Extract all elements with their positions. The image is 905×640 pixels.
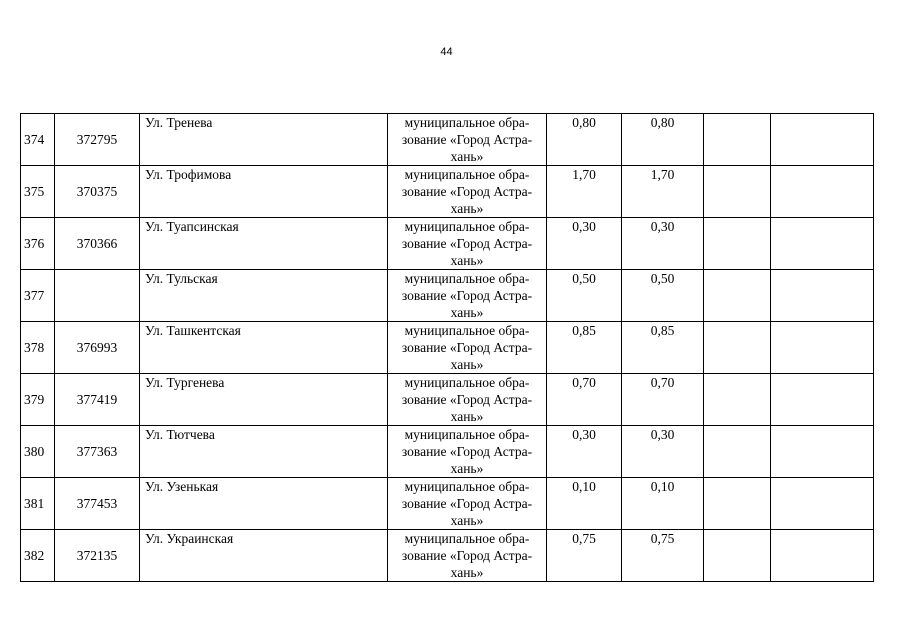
street-name-cell xyxy=(140,530,388,582)
table-row xyxy=(21,322,874,374)
street-name: Ул. Трофимова xyxy=(145,167,232,182)
row-number-cell xyxy=(21,270,55,322)
street-name: Ул. Туапсинская xyxy=(145,219,239,234)
owner-cell xyxy=(388,218,547,270)
owner-line-3: хань» xyxy=(450,565,484,580)
street-name-cell xyxy=(140,270,388,322)
owner-cell xyxy=(388,374,547,426)
row-number: 379 xyxy=(24,392,45,407)
owner-line-2: зование «Город Астра- xyxy=(401,132,533,147)
length-total-cell xyxy=(547,114,622,166)
empty-cell xyxy=(704,218,771,270)
row-number-cell xyxy=(21,322,55,374)
owner-line-1: муниципальное обра- xyxy=(404,167,530,182)
length-total: 0,80 xyxy=(572,115,596,130)
table-row xyxy=(21,166,874,218)
owner-line-1: муниципальное обра- xyxy=(404,219,530,234)
length-covered-cell xyxy=(622,114,704,166)
empty-cell xyxy=(704,270,771,322)
length-total: 1,70 xyxy=(572,167,596,182)
length-covered-cell xyxy=(622,374,704,426)
owner-line-3: хань» xyxy=(450,305,484,320)
road-code-cell xyxy=(55,218,140,270)
row-number-cell xyxy=(21,166,55,218)
empty-cell xyxy=(771,530,874,582)
street-name: Ул. Ташкентская xyxy=(145,323,241,338)
road-code: 370366 xyxy=(76,236,118,251)
owner-line-2: зование «Город Астра- xyxy=(401,288,533,303)
street-name-cell xyxy=(140,374,388,426)
length-covered: 0,85 xyxy=(650,323,675,338)
road-code-cell xyxy=(55,426,140,478)
owner-line-2: зование «Город Астра- xyxy=(401,340,533,355)
length-covered: 0,10 xyxy=(650,479,675,494)
road-code: 377363 xyxy=(76,444,118,459)
street-name: Ул. Тургенева xyxy=(145,375,225,390)
row-number: 375 xyxy=(24,184,45,199)
empty-cell xyxy=(771,114,874,166)
empty-cell xyxy=(704,426,771,478)
road-code-cell xyxy=(55,530,140,582)
owner-cell xyxy=(388,530,547,582)
length-covered: 0,70 xyxy=(650,375,675,390)
road-code: 377419 xyxy=(76,392,118,407)
length-total: 0,50 xyxy=(572,271,596,286)
row-number-cell xyxy=(21,374,55,426)
owner-line-2: зование «Город Астра- xyxy=(401,236,533,251)
length-covered: 1,70 xyxy=(650,167,675,182)
street-name: Ул. Украинская xyxy=(145,531,234,546)
page-number: 44 xyxy=(440,46,453,58)
length-total-cell xyxy=(547,426,622,478)
length-total-cell xyxy=(547,478,622,530)
owner-line-3: хань» xyxy=(450,409,484,424)
street-name-cell xyxy=(140,478,388,530)
table-body xyxy=(21,114,874,582)
empty-cell xyxy=(704,530,771,582)
table-row xyxy=(21,218,874,270)
table-row xyxy=(21,114,874,166)
length-covered: 0,75 xyxy=(650,531,675,546)
owner-line-3: хань» xyxy=(450,513,484,528)
length-total-cell xyxy=(547,218,622,270)
table-row xyxy=(21,530,874,582)
owner-line-1: муниципальное обра- xyxy=(404,115,530,130)
owner-line-1: муниципальное обра- xyxy=(404,375,530,390)
length-covered: 0,80 xyxy=(650,115,675,130)
road-code-cell xyxy=(55,478,140,530)
street-name: Ул. Узенькая xyxy=(145,479,219,494)
empty-cell xyxy=(771,374,874,426)
road-code-cell xyxy=(55,374,140,426)
length-covered-cell xyxy=(622,478,704,530)
street-name-cell xyxy=(140,218,388,270)
length-total: 0,75 xyxy=(572,531,596,546)
empty-cell xyxy=(704,114,771,166)
table-row xyxy=(21,374,874,426)
row-number-cell xyxy=(21,218,55,270)
length-total-cell xyxy=(547,270,622,322)
length-covered-cell xyxy=(622,530,704,582)
owner-line-3: хань» xyxy=(450,201,484,216)
empty-cell xyxy=(771,426,874,478)
road-code: 370375 xyxy=(76,184,118,199)
owner-cell xyxy=(388,270,547,322)
length-total: 0,30 xyxy=(572,219,596,234)
table-row xyxy=(21,270,874,322)
street-name-cell xyxy=(140,322,388,374)
length-covered: 0,50 xyxy=(650,271,675,286)
length-covered-cell xyxy=(622,270,704,322)
length-total-cell xyxy=(547,322,622,374)
owner-line-1: муниципальное обра- xyxy=(404,427,530,442)
road-code: 376993 xyxy=(76,340,118,355)
length-total: 0,70 xyxy=(572,375,596,390)
length-total-cell xyxy=(547,166,622,218)
length-total: 0,10 xyxy=(572,479,596,494)
owner-line-2: зование «Город Астра- xyxy=(401,548,533,563)
row-number: 382 xyxy=(24,548,45,563)
owner-line-2: зование «Город Астра- xyxy=(401,444,533,459)
roads-table xyxy=(20,113,874,582)
empty-cell xyxy=(704,374,771,426)
empty-cell xyxy=(704,478,771,530)
road-code: 372135 xyxy=(76,548,118,563)
owner-line-1: муниципальное обра- xyxy=(404,479,530,494)
length-covered: 0,30 xyxy=(650,219,675,234)
length-covered-cell xyxy=(622,218,704,270)
street-name-cell xyxy=(140,426,388,478)
owner-line-1: муниципальное обра- xyxy=(404,323,530,338)
owner-line-3: хань» xyxy=(450,149,484,164)
owner-cell xyxy=(388,166,547,218)
empty-cell xyxy=(771,478,874,530)
owner-line-3: хань» xyxy=(450,357,484,372)
street-name-cell xyxy=(140,166,388,218)
owner-line-3: хань» xyxy=(450,253,484,268)
row-number-cell xyxy=(21,530,55,582)
owner-line-2: зование «Город Астра- xyxy=(401,496,533,511)
row-number-cell xyxy=(21,426,55,478)
row-number: 380 xyxy=(24,444,45,459)
owner-cell xyxy=(388,478,547,530)
length-covered-cell xyxy=(622,322,704,374)
length-covered-cell xyxy=(622,166,704,218)
row-number: 374 xyxy=(24,132,45,147)
length-total: 0,85 xyxy=(572,323,596,338)
street-name: Ул. Тютчева xyxy=(145,427,215,442)
road-code-cell xyxy=(55,166,140,218)
table-row xyxy=(21,426,874,478)
table-row xyxy=(21,478,874,530)
row-number: 378 xyxy=(24,340,45,355)
row-number-cell xyxy=(21,114,55,166)
empty-cell xyxy=(704,166,771,218)
row-number: 376 xyxy=(24,236,45,251)
owner-cell xyxy=(388,322,547,374)
owner-line-1: муниципальное обра- xyxy=(404,531,530,546)
empty-cell xyxy=(771,270,874,322)
owner-cell xyxy=(388,426,547,478)
owner-line-2: зование «Город Астра- xyxy=(401,184,533,199)
empty-cell xyxy=(771,218,874,270)
row-number: 381 xyxy=(24,496,45,511)
length-total-cell xyxy=(547,374,622,426)
street-name: Ул. Тренева xyxy=(145,115,213,130)
row-number: 377 xyxy=(24,288,45,303)
street-name: Ул. Тульская xyxy=(145,271,218,286)
road-code-cell xyxy=(55,114,140,166)
empty-cell xyxy=(704,322,771,374)
empty-cell xyxy=(771,322,874,374)
road-code: 377453 xyxy=(76,496,118,511)
owner-cell xyxy=(388,114,547,166)
length-total-cell xyxy=(547,530,622,582)
empty-cell xyxy=(771,166,874,218)
road-code-cell xyxy=(55,270,140,322)
road-code: 372795 xyxy=(76,132,118,147)
length-covered: 0,30 xyxy=(650,427,675,442)
owner-line-3: хань» xyxy=(450,461,484,476)
length-covered-cell xyxy=(622,426,704,478)
owner-line-2: зование «Город Астра- xyxy=(401,392,533,407)
street-name-cell xyxy=(140,114,388,166)
row-number-cell xyxy=(21,478,55,530)
owner-line-1: муниципальное обра- xyxy=(404,271,530,286)
road-code-cell xyxy=(55,322,140,374)
length-total: 0,30 xyxy=(572,427,596,442)
